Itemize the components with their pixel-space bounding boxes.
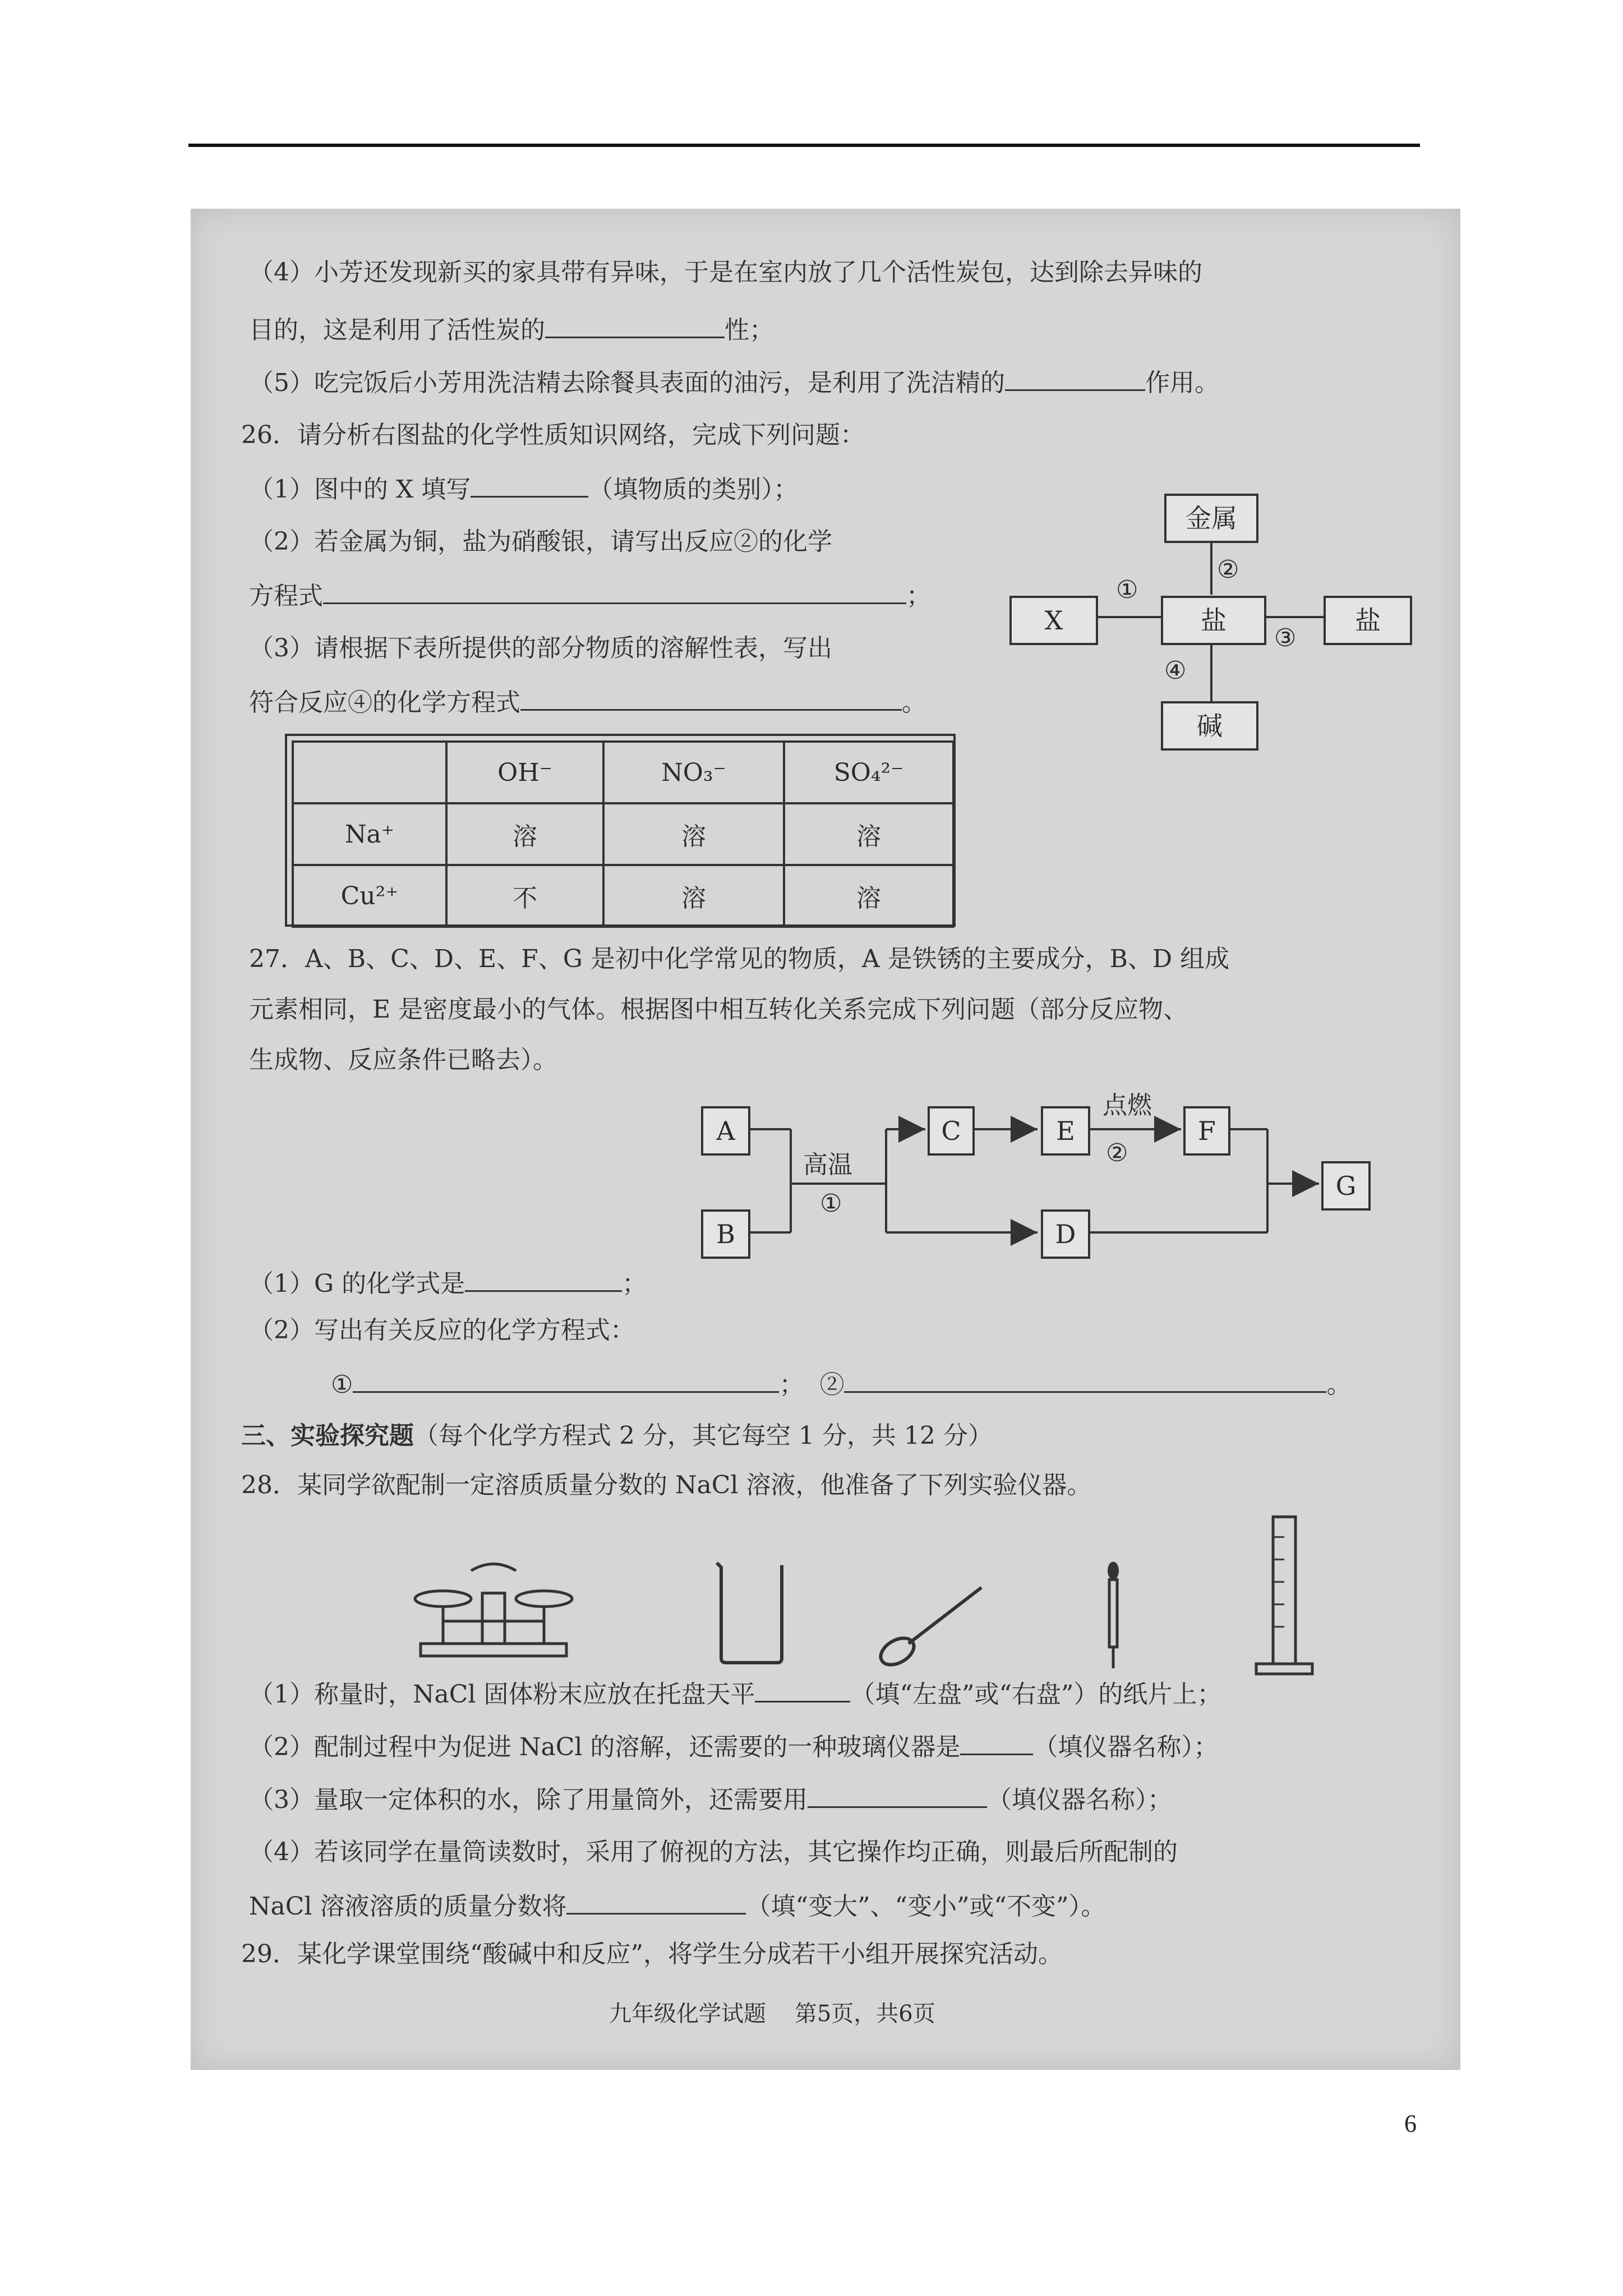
node-a: A: [701, 1106, 750, 1156]
table-cell: 溶: [784, 865, 953, 927]
node-g: G: [1321, 1161, 1371, 1211]
answer-blank: [353, 1366, 779, 1393]
table-cell: Na⁺: [293, 803, 446, 865]
q26-part2-line1: （2）若金属为铜，盐为硝酸银，请写出反应②的化学: [249, 527, 832, 556]
page-number: 6: [1404, 2110, 1417, 2137]
balance-icon: [415, 1559, 578, 1660]
table-cell: 不: [446, 865, 603, 927]
table-cell: 溶: [603, 803, 784, 865]
table-header-cell: SO₄²⁻: [784, 742, 953, 803]
dropper-icon: [1099, 1559, 1127, 1672]
reaction-label-2: ②: [1217, 555, 1239, 584]
q27-stem-line2: 元素相同，E 是密度最小的气体。根据图中相互转化关系完成下列问题（部分反应物、: [249, 995, 1188, 1024]
reaction-label-4: ④: [1164, 656, 1187, 685]
spoon-icon: [875, 1582, 987, 1666]
condition-high-temp: 高温: [803, 1151, 852, 1179]
node-c: C: [928, 1106, 975, 1156]
section-3-heading: 三、实验探究题（每个化学方程式 2 分，其它每空 1 分，共 12 分）: [241, 1421, 993, 1450]
beaker-icon: [712, 1559, 791, 1666]
q28-part1: （1）称量时，NaCl 固体粉末应放在托盘天平 （填“左盘”或“右盘”）的纸片上；: [249, 1676, 1221, 1711]
node-d: D: [1041, 1209, 1090, 1259]
q28-stem: 28．某同学欲配制一定溶质质量分数的 NaCl 溶液，他准备了下列实验仪器。: [241, 1471, 1092, 1499]
q27-stem-line1: 27．A、B、C、D、E、F、G 是初中化学常见的物质，A 是铁锈的主要成分，B、D 组成: [249, 945, 1230, 973]
answer-blank: [465, 1266, 622, 1292]
table-cell: Cu²⁺: [293, 865, 446, 927]
reaction-label-1: ①: [1116, 576, 1138, 604]
q25-part4-line1: （4）小芳还发现新买的家具带有异味，于是在室内放了几个活性炭包，达到除去异味的: [249, 258, 1202, 287]
node-metal: 金属: [1164, 494, 1258, 543]
exam-footer: 九年级化学试题 第5页，共6页: [609, 2001, 935, 2027]
q26-part2-line2: 方程式 ；: [249, 578, 931, 613]
table-cell: 溶: [446, 803, 603, 865]
q29-stem: 29．某化学课堂围绕“酸碱中和反应”，将学生分成若干小组开展探究活动。: [241, 1940, 1063, 1968]
q25-part4-line2: 目的，这是利用了活性炭的 性；: [249, 312, 774, 347]
node-salt-center: 盐: [1161, 596, 1266, 645]
answer-blank: [808, 1782, 987, 1808]
answer-blank: [844, 1366, 1326, 1393]
node-b: B: [701, 1209, 750, 1259]
q25-part5: （5）吃完饭后小芳用洗洁精去除餐具表面的油污，是利用了洗洁精的 作用。: [249, 365, 1219, 400]
q26-stem: 26．请分析右图盐的化学性质知识网络，完成下列问题：: [241, 421, 865, 449]
table-header-cell: OH⁻: [446, 742, 603, 803]
condition-ignite: 点燃: [1103, 1091, 1152, 1120]
table-cell: 溶: [603, 865, 784, 927]
answer-blank: [755, 1676, 850, 1703]
node-e: E: [1041, 1106, 1090, 1156]
node-base: 碱: [1161, 701, 1258, 751]
answer-blank: [566, 1888, 746, 1915]
reaction-label-3: ③: [1274, 624, 1297, 652]
q26-part1: （1）图中的 X 填写 （填物质的类别）；: [249, 471, 798, 507]
q26-part3-line2: 符合反应④的化学方程式 。: [249, 684, 926, 720]
graduated-cylinder-icon: [1251, 1515, 1318, 1677]
table-cell: 溶: [784, 803, 953, 865]
q28-part2: （2）配制过程中为促进 NaCl 的溶解，还需要的一种玻璃仪器是 （填仪器名称）；: [249, 1729, 1218, 1764]
q28-part4-line2: NaCl 溶液溶质的质量分数将 （填“变大”、“变小”或“不变”）。: [249, 1888, 1105, 1924]
table-header-cell: NO₃⁻: [603, 742, 784, 803]
q27-part1: （1）G 的化学式是 ；: [249, 1266, 647, 1301]
node-f: F: [1183, 1106, 1230, 1156]
q28-part4-line1: （4）若该同学在量筒读数时，采用了俯视的方法，其它操作均正确，则最后所配制的: [249, 1838, 1178, 1866]
reaction-label-1: ①: [820, 1189, 842, 1218]
q27-part2: （2）写出有关反应的化学方程式：: [249, 1316, 635, 1345]
q27-stem-line3: 生成物、反应条件已略去）。: [249, 1046, 557, 1074]
node-x: X: [1009, 596, 1098, 645]
q28-part3: （3）量取一定体积的水，除了用量筒外，还需要用 （填仪器名称）；: [249, 1782, 1172, 1817]
q27-equations: ① ； ② 。: [331, 1366, 1351, 1402]
q26-part3-line1: （3）请根据下表所提供的部分物质的溶解性表，写出: [249, 634, 832, 662]
node-salt-right: 盐: [1324, 596, 1412, 645]
reaction-label-2: ②: [1106, 1139, 1128, 1167]
answer-blank: [960, 1729, 1033, 1755]
